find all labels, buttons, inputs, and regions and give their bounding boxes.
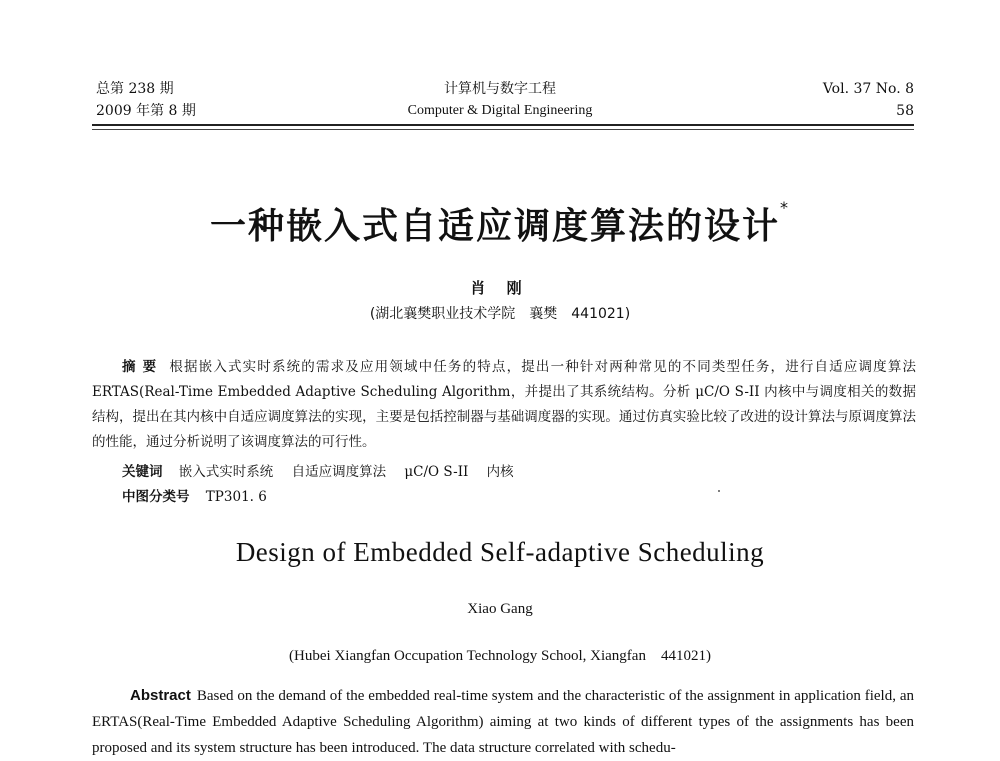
stray-dot [718,490,720,492]
title-cn-text: 一种嵌入式自适应调度算法的设计 [209,206,780,247]
header-rule-thin [92,129,914,130]
affiliation-en: (Hubei Xiangfan Occupation Technology School, Xiangfan 441021) [289,648,711,664]
issue-total: 总第 238 期 [96,81,174,97]
title-footnote-mark: * [780,198,790,217]
abstract-en-label: Abstract [130,687,191,704]
keyword-item: 内核 [486,464,514,480]
keywords-cn-label: 关键词 [122,464,163,480]
clc-label: 中图分类号 [122,489,190,505]
journal-name-cn: 计算机与数字工程 [444,81,556,97]
paper-title-cn [0,198,1000,249]
keywords-cn [122,461,528,483]
journal-name-en: Computer & Digital Engineering [407,103,593,118]
abstract-en [92,683,914,761]
running-header-right [823,78,914,122]
page-number: 58 [896,103,914,119]
clc-number [122,486,267,508]
abstract-cn-text: 根据嵌入式实时系统的需求及应用领域中任务的特点，提出一种针对两种常见的不同类型任务，进行自适应调度算法 ERTAS(Real-Time Embedded Adaptive Scheduling Algorithm，并提出了其系统结构。分析 μC/O S-II 内核中与调度相关的数据结构，提出在其内核中自适应调度算法的实现，主要是包括控制器与基础调度器的实现。通过仿真实验比较了改进的设计算法与原调度算法的性能，通过分析说明了该调度算法的可行性。 [92,359,916,450]
abstract-en-text: Based on the demand of the embedded real-time system and the characteristic of the assignment in application field, an ERTAS(Real-Time Embedded Adaptive Scheduling Algorithm) aiming at two kinds of different types of the assignments has been proposed and its system structure has been introduced. The data structure correlated with schedu- [92,688,914,756]
author-en: Xiao Gang [467,601,533,617]
abstract-cn [92,355,916,455]
keyword-item: 嵌入式实时系统 [178,464,274,480]
keyword-item: 自适应调度算法 [291,464,387,480]
author-cn: 肖 刚 [470,279,530,297]
abstract-cn-label: 摘要 [122,359,164,375]
clc-value: TP301. 6 [205,489,267,505]
header-rule-thick [92,124,914,126]
issue-date: 2009 年第 8 期 [96,103,196,119]
volume-number: Vol. 37 No. 8 [822,81,914,97]
affiliation-cn: (湖北襄樊职业技术学院 襄樊 441021) [369,306,631,322]
paper-title-en: Design of Embedded Self-adaptive Scheduling [235,537,765,567]
keyword-item: μC/O S-II [404,464,469,480]
